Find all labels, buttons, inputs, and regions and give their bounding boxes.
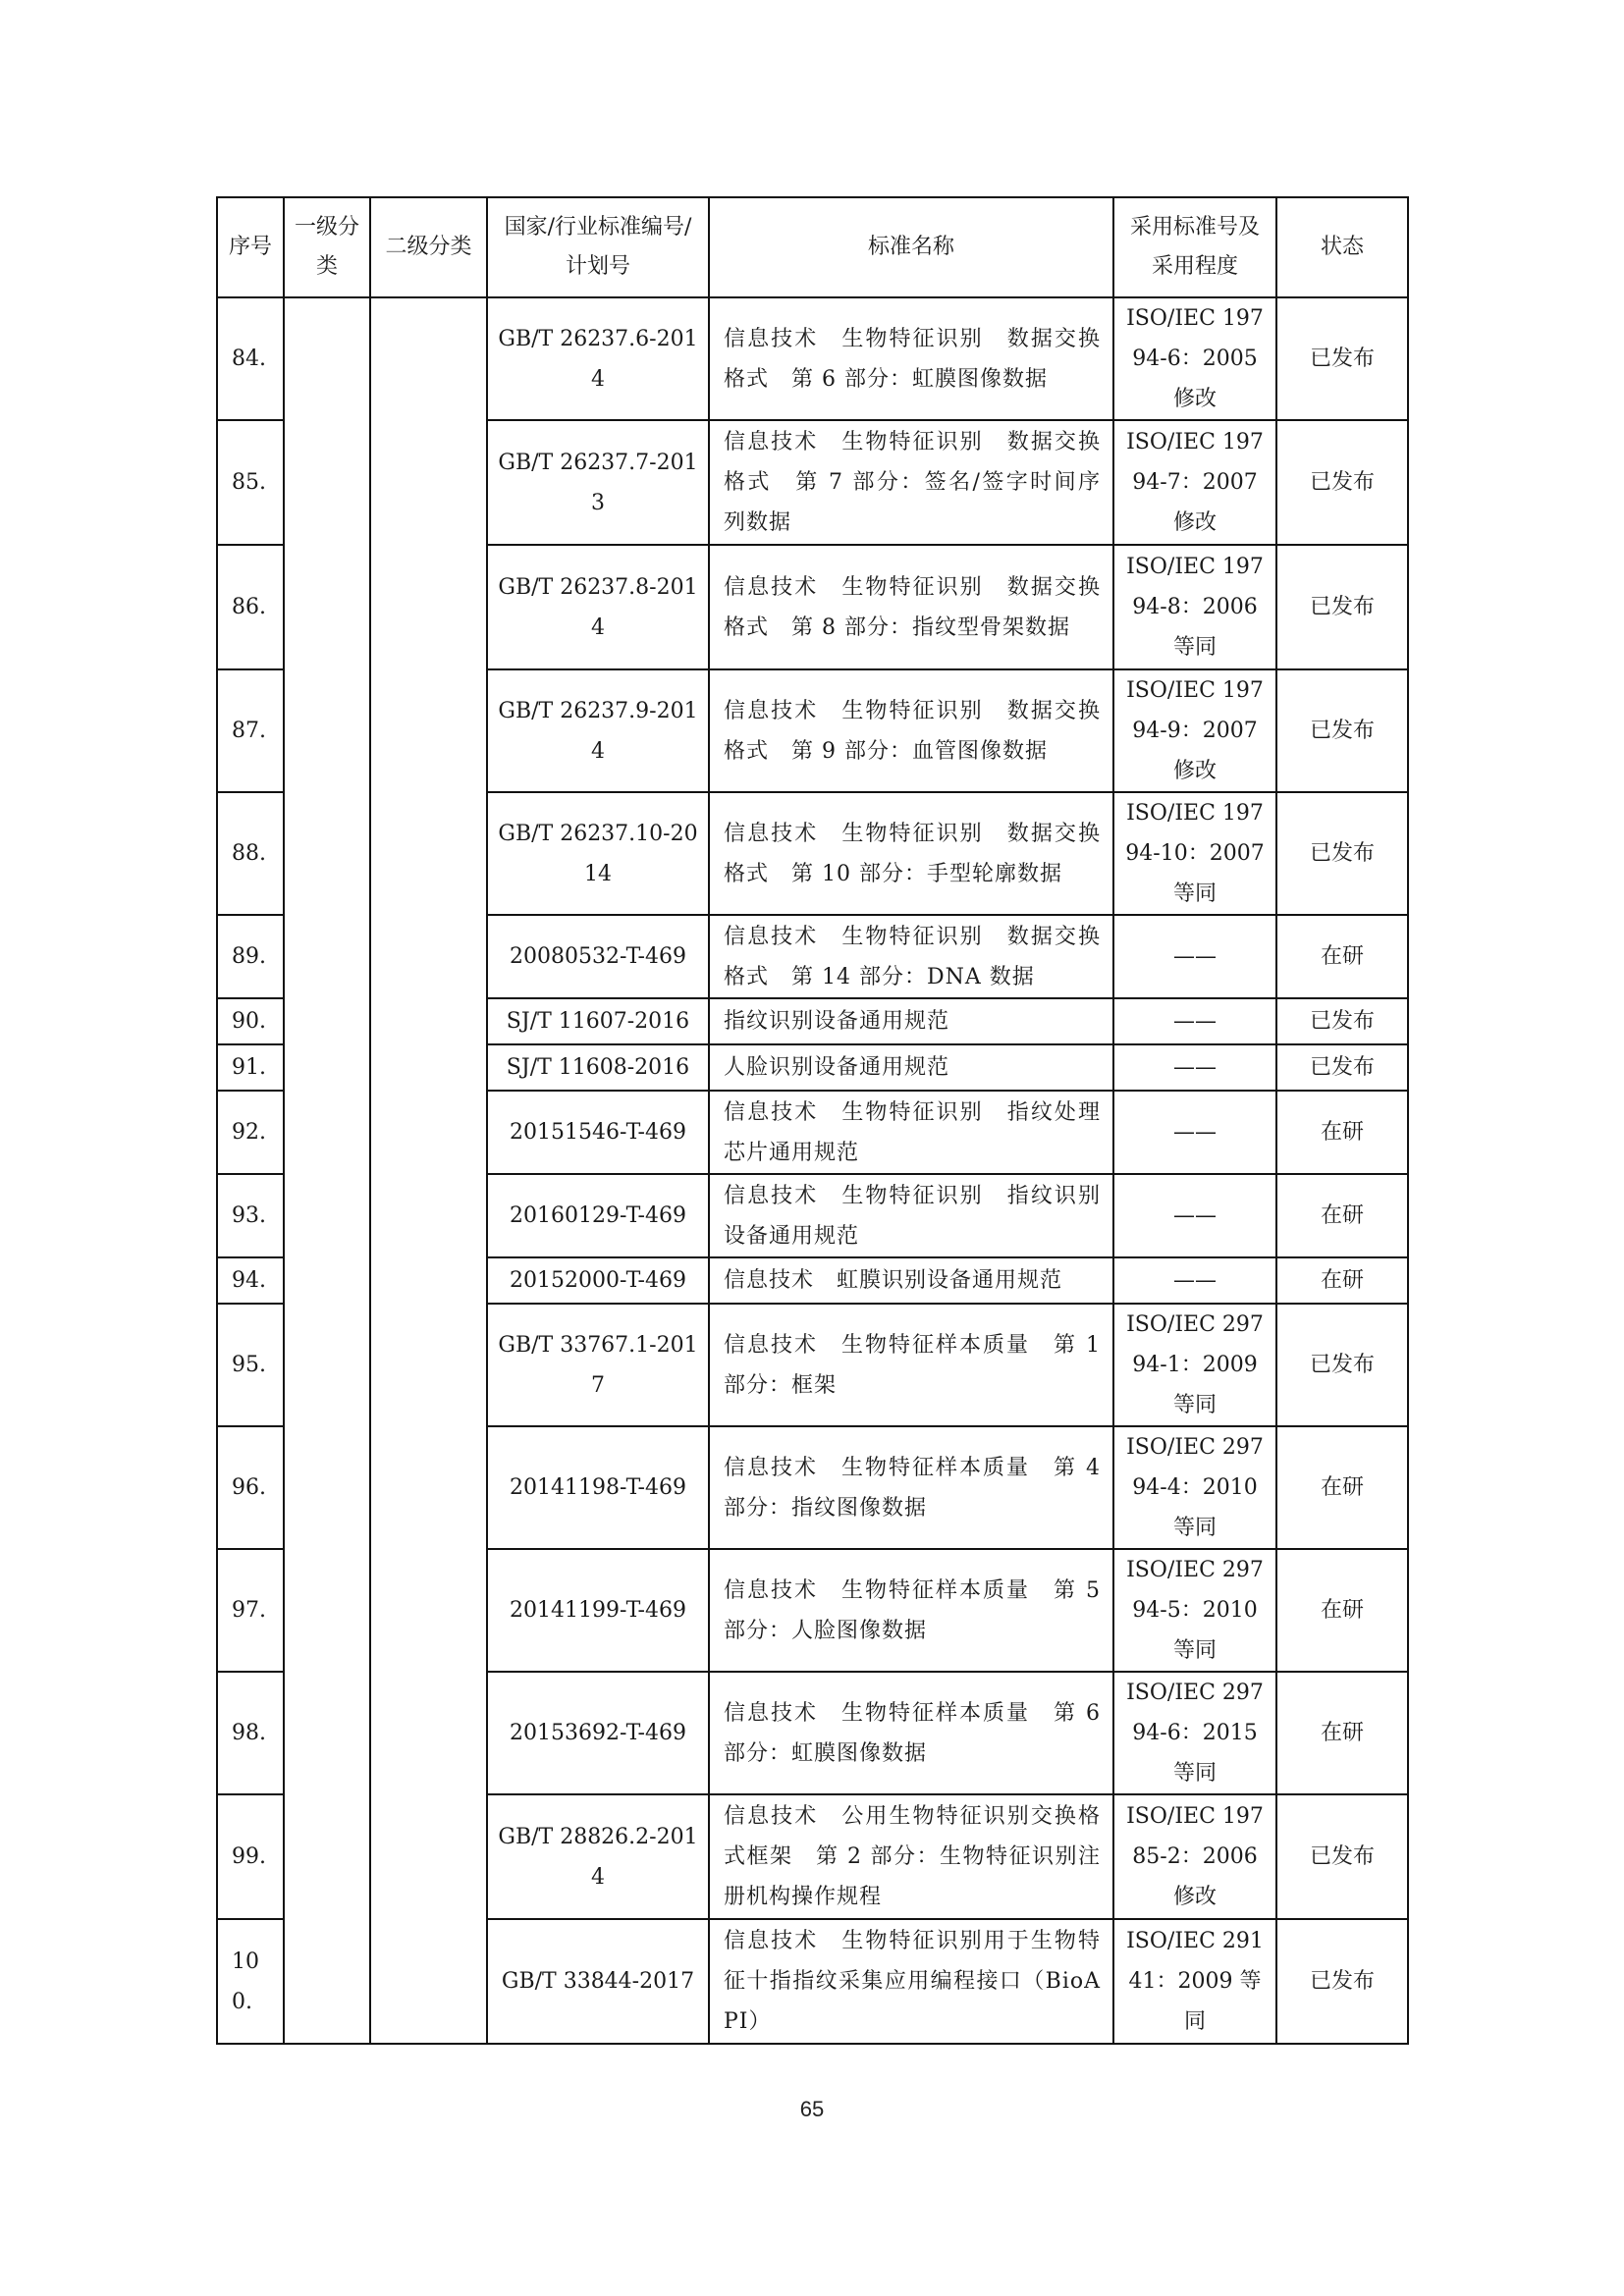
cell-adoption: —— xyxy=(1113,998,1276,1044)
cell-standard-number: 20141198-T-469 xyxy=(487,1426,709,1549)
cell-seq: 88. xyxy=(217,792,284,915)
cell-standard-number: 20141199-T-469 xyxy=(487,1549,709,1672)
cell-standard-number: GB/T 26237.10-2014 xyxy=(487,792,709,915)
cell-standard-number: GB/T 28826.2-2014 xyxy=(487,1794,709,1919)
cell-standard-number: SJ/T 11608-2016 xyxy=(487,1044,709,1091)
cell-seq: 100. xyxy=(217,1919,284,2044)
cell-status: 已发布 xyxy=(1276,1044,1408,1091)
cell-status: 在研 xyxy=(1276,1091,1408,1174)
header-adoption: 采用标准号及采用程度 xyxy=(1113,197,1276,297)
cell-standard-number: 20152000-T-469 xyxy=(487,1257,709,1304)
cell-standard-number: 20151546-T-469 xyxy=(487,1091,709,1174)
cell-standard-name: 信息技术 生物特征样本质量 第 5 部分：人脸图像数据 xyxy=(709,1549,1113,1672)
cell-seq: 92. xyxy=(217,1091,284,1174)
cell-standard-number: GB/T 33844-2017 xyxy=(487,1919,709,2044)
cell-seq: 99. xyxy=(217,1794,284,1919)
cell-standard-number: 20080532-T-469 xyxy=(487,915,709,998)
cell-adoption: —— xyxy=(1113,1091,1276,1174)
cell-status: 已发布 xyxy=(1276,792,1408,915)
header-standard-name: 标准名称 xyxy=(709,197,1113,297)
cell-status: 已发布 xyxy=(1276,669,1408,792)
cell-standard-number: GB/T 33767.1-2017 xyxy=(487,1304,709,1426)
cell-seq: 84. xyxy=(217,297,284,420)
cell-adoption: —— xyxy=(1113,1257,1276,1304)
cell-standard-name: 信息技术 生物特征识别 数据交换格式 第 8 部分：指纹型骨架数据 xyxy=(709,545,1113,669)
cell-standard-name: 信息技术 生物特征样本质量 第 4 部分：指纹图像数据 xyxy=(709,1426,1113,1549)
standards-table xyxy=(216,196,1409,2045)
header-status: 状态 xyxy=(1276,197,1408,297)
cell-seq: 98. xyxy=(217,1672,284,1794)
cell-seq: 89. xyxy=(217,915,284,998)
table-body xyxy=(217,297,1408,2044)
cell-standard-name: 指纹识别设备通用规范 xyxy=(709,998,1113,1044)
cell-status: 已发布 xyxy=(1276,545,1408,669)
header-standard-number: 国家/行业标准编号/计划号 xyxy=(487,197,709,297)
cell-adoption: —— xyxy=(1113,1044,1276,1091)
cell-adoption: ISO/IEC 19794-10：2007 等同 xyxy=(1113,792,1276,915)
header-category-2: 二级分类 xyxy=(370,197,487,297)
cell-adoption: ISO/IEC 29794-1：2009 等同 xyxy=(1113,1304,1276,1426)
cell-standard-number: GB/T 26237.8-2014 xyxy=(487,545,709,669)
cell-standard-name: 信息技术 生物特征识别用于生物特征十指指纹采集应用编程接口（BioAPI） xyxy=(709,1919,1113,2044)
cell-standard-name: 信息技术 生物特征识别 数据交换格式 第 9 部分：血管图像数据 xyxy=(709,669,1113,792)
cell-adoption: —— xyxy=(1113,1174,1276,1257)
cell-seq: 97. xyxy=(217,1549,284,1672)
cell-standard-number: GB/T 26237.6-2014 xyxy=(487,297,709,420)
cell-seq: 90. xyxy=(217,998,284,1044)
table-header-row xyxy=(217,197,1408,297)
cell-adoption: ISO/IEC 19794-7：2007 修改 xyxy=(1113,420,1276,545)
cell-seq: 94. xyxy=(217,1257,284,1304)
cell-standard-number: 20160129-T-469 xyxy=(487,1174,709,1257)
header-category-1: 一级分类 xyxy=(284,197,370,297)
cell-standard-name: 信息技术 生物特征识别 数据交换格式 第 10 部分：手型轮廓数据 xyxy=(709,792,1113,915)
cell-adoption: ISO/IEC 19794-6：2005 修改 xyxy=(1113,297,1276,420)
cell-standard-number: 20153692-T-469 xyxy=(487,1672,709,1794)
cell-adoption: ISO/IEC 29794-6：2015 等同 xyxy=(1113,1672,1276,1794)
cell-standard-name: 信息技术 生物特征识别 指纹处理芯片通用规范 xyxy=(709,1091,1113,1174)
cell-seq: 86. xyxy=(217,545,284,669)
cell-standard-name: 信息技术 虹膜识别设备通用规范 xyxy=(709,1257,1113,1304)
cell-adoption: —— xyxy=(1113,915,1276,998)
cell-standard-name: 信息技术 生物特征识别 数据交换格式 第 14 部分：DNA 数据 xyxy=(709,915,1113,998)
cell-adoption: ISO/IEC 29794-4：2010 等同 xyxy=(1113,1426,1276,1549)
cell-standard-name: 信息技术 生物特征样本质量 第 6 部分：虹膜图像数据 xyxy=(709,1672,1113,1794)
cell-adoption: ISO/IEC 19794-8：2006 等同 xyxy=(1113,545,1276,669)
cell-status: 已发布 xyxy=(1276,1304,1408,1426)
cell-standard-name: 信息技术 公用生物特征识别交换格式框架 第 2 部分：生物特征识别注册机构操作规程 xyxy=(709,1794,1113,1919)
cell-standard-name: 人脸识别设备通用规范 xyxy=(709,1044,1113,1091)
cell-seq: 85. xyxy=(217,420,284,545)
cell-adoption: ISO/IEC 29794-5：2010 等同 xyxy=(1113,1549,1276,1672)
cell-status: 已发布 xyxy=(1276,297,1408,420)
cell-standard-name: 信息技术 生物特征识别 数据交换格式 第 7 部分：签名/签字时间序列数据 xyxy=(709,420,1113,545)
cell-status: 在研 xyxy=(1276,915,1408,998)
cell-standard-name: 信息技术 生物特征识别 指纹识别设备通用规范 xyxy=(709,1174,1113,1257)
cell-status: 在研 xyxy=(1276,1174,1408,1257)
page-number: 65 xyxy=(799,2097,825,2121)
cell-status: 在研 xyxy=(1276,1672,1408,1794)
cell-standard-number: SJ/T 11607-2016 xyxy=(487,998,709,1044)
cell-status: 已发布 xyxy=(1276,1794,1408,1919)
cell-adoption: ISO/IEC 29141：2009 等同 xyxy=(1113,1919,1276,2044)
cell-adoption: ISO/IEC 19785-2：2006 修改 xyxy=(1113,1794,1276,1919)
cell-seq: 87. xyxy=(217,669,284,792)
cell-status: 在研 xyxy=(1276,1549,1408,1672)
cell-seq: 96. xyxy=(217,1426,284,1549)
cell-standard-name: 信息技术 生物特征识别 数据交换格式 第 6 部分：虹膜图像数据 xyxy=(709,297,1113,420)
cell-category-1 xyxy=(284,297,370,2044)
cell-seq: 93. xyxy=(217,1174,284,1257)
cell-status: 已发布 xyxy=(1276,1919,1408,2044)
cell-standard-number: GB/T 26237.7-2013 xyxy=(487,420,709,545)
cell-standard-name: 信息技术 生物特征样本质量 第 1 部分：框架 xyxy=(709,1304,1113,1426)
cell-status: 在研 xyxy=(1276,1426,1408,1549)
cell-standard-number: GB/T 26237.9-2014 xyxy=(487,669,709,792)
header-seq: 序号 xyxy=(217,197,284,297)
cell-adoption: ISO/IEC 19794-9：2007 修改 xyxy=(1113,669,1276,792)
cell-seq: 95. xyxy=(217,1304,284,1426)
table-row xyxy=(217,297,1408,420)
cell-status: 在研 xyxy=(1276,1257,1408,1304)
cell-status: 已发布 xyxy=(1276,998,1408,1044)
cell-status: 已发布 xyxy=(1276,420,1408,545)
cell-category-2 xyxy=(370,297,487,2044)
cell-seq: 91. xyxy=(217,1044,284,1091)
